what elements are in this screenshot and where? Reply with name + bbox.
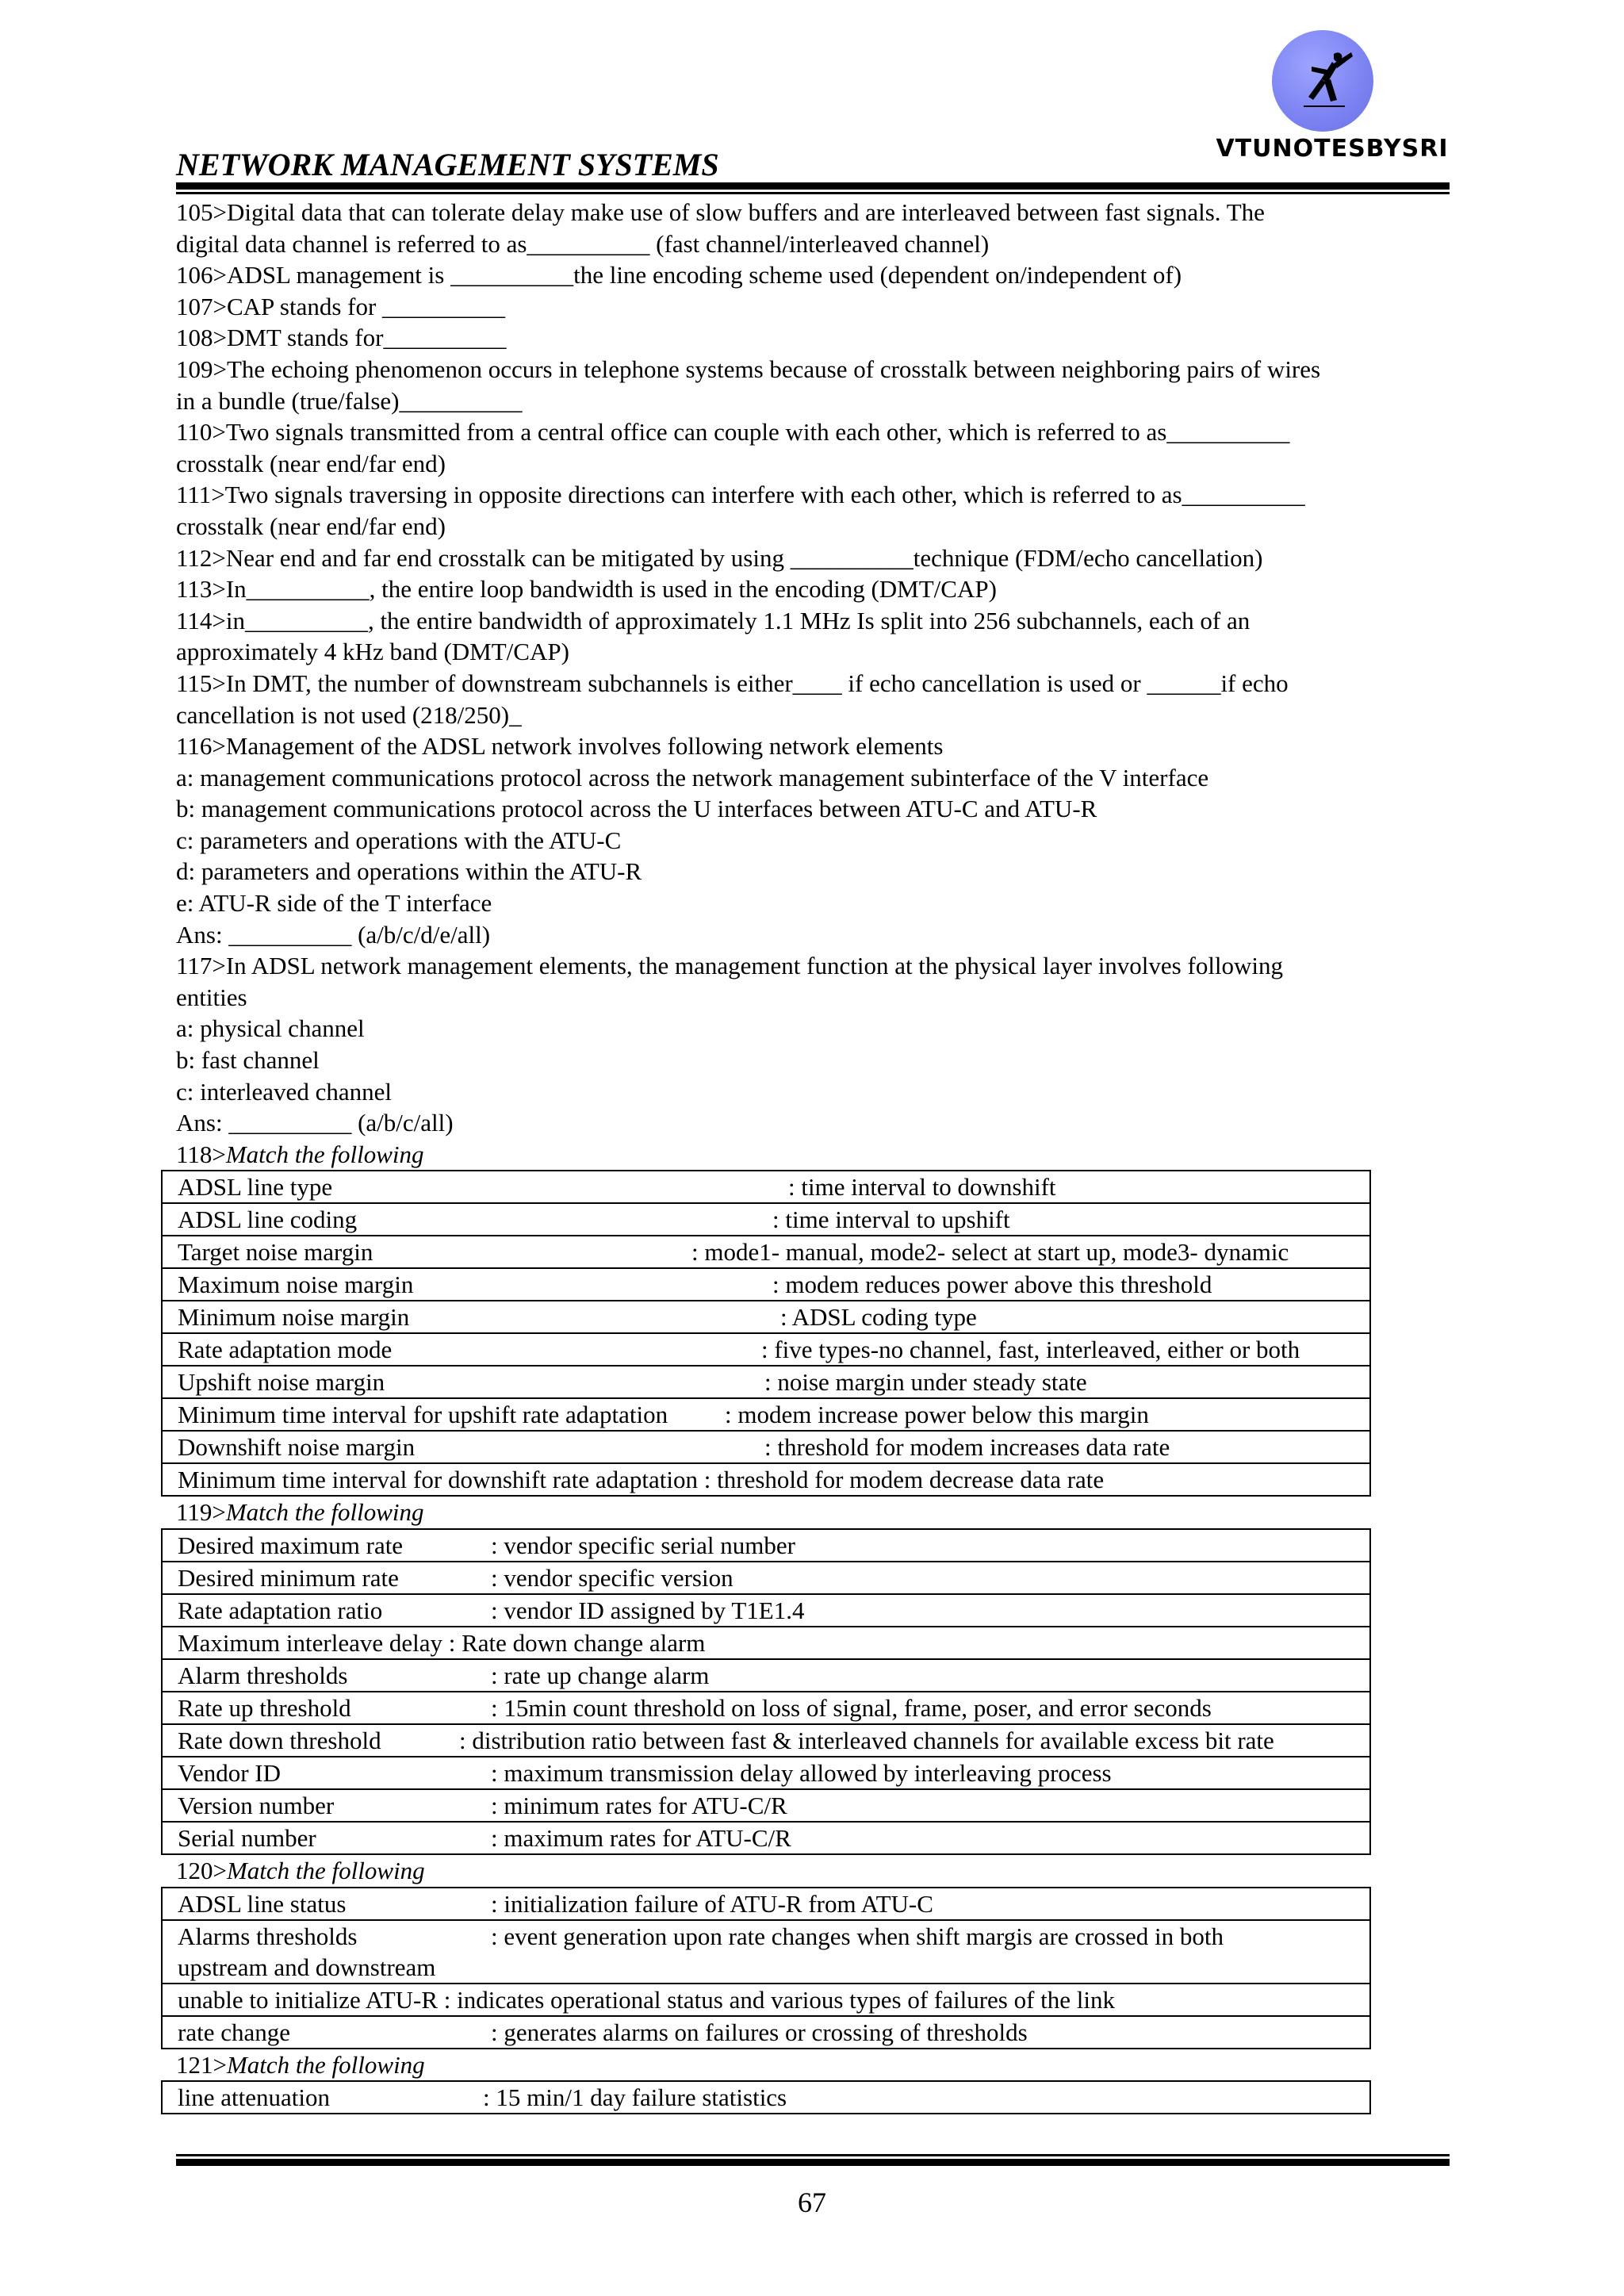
match-left: line attenuation [178,2083,330,2112]
match-cell [162,2081,1370,2114]
match-cell [162,1463,1370,1496]
match-right: : maximum transmission delay allowed by interleaving process [491,1759,1112,1787]
match-left: Alarm thresholds [178,1662,348,1689]
match-table-118 [161,1170,1371,1497]
match-right: : ADSL coding type [780,1303,977,1332]
question-heading: 118>Match the following [176,1140,424,1168]
match-cell [162,1333,1370,1366]
question-heading: 119>Match the following [176,1498,424,1527]
table-row [162,1757,1370,1789]
table-row [162,1920,1370,1984]
match-left: Desired maximum rate [178,1531,404,1559]
text-line: Ans: __________ (a/b/c/all) [176,1109,454,1137]
brand-name: VTUNOTESBYSRI [1216,135,1449,163]
match-left: Upshift noise margin [178,1368,385,1397]
questions-text [176,197,1461,1139]
text-line: d: parameters and operations within the ATU-R [176,857,642,886]
match-left: Rate adaptation mode [178,1336,393,1364]
match-right: : maximum rates for ATU-C/R [491,1824,791,1852]
table-row [162,2016,1370,2049]
text-line: crosstalk (near end/far end) [176,449,446,477]
table-row [162,1171,1370,1203]
logo-icon [1272,30,1373,132]
match-left: Maximum interleave delay [178,1629,442,1657]
match-right: : vendor specific serial number [491,1531,795,1559]
table-row [162,1724,1370,1757]
match-cell [162,1920,1370,1984]
match-right: : vendor specific version [491,1564,733,1592]
match-cell [162,1757,1370,1789]
text-line: 114>in__________, the entire bandwidth of approximately 1.1 MHz Is split into 256 subchannels, each of an [176,606,1251,634]
match-table-120 [161,1887,1371,2049]
match-left: Target noise margin [178,1238,373,1267]
match-left: Minimum time interval for upshift rate adaptation [178,1401,668,1429]
text-line: 110>Two signals transmitted from a central office can couple with each other, which is referred to as__________ [176,418,1290,447]
match-left: Vendor ID [178,1759,281,1787]
table-row [162,2081,1370,2114]
table-row [162,1366,1370,1398]
match-left: Desired minimum rate [178,1564,399,1592]
match-cell [162,1984,1370,2016]
match-left: ADSL line coding [178,1205,358,1234]
match-right: : threshold for modem decrease data rate [703,1466,1105,1494]
match-cell [162,1171,1370,1203]
match-right: : threshold for modem increases data rate [764,1433,1170,1462]
text-line: crosstalk (near end/far end) [176,512,446,540]
table-row [162,1627,1370,1659]
match-left: Rate up threshold [178,1694,351,1722]
table-row [162,1268,1370,1301]
table-row [162,1398,1370,1431]
text-line: Ans: __________ (a/b/c/d/e/all) [176,920,491,949]
table-row [162,1984,1370,2016]
match-left: Downshift noise margin [178,1433,416,1462]
text-line: e: ATU-R side of the T interface [176,889,492,918]
match-left: ADSL line status [178,1889,347,1918]
match-cell [162,1268,1370,1301]
match-cell [162,1659,1370,1692]
match-left: Alarms thresholds [178,1922,358,1950]
match-left: Minimum time interval for downshift rate adaptation [178,1466,699,1494]
question-heading: 121>Match the following [176,2050,425,2079]
header-rule [176,182,1450,190]
table-row [162,1888,1370,1920]
match-right: : five types-no channel, fast, interleaved, either or both [761,1336,1300,1364]
text-line: 112>Near end and far end crosstalk can be mitigated by using __________technique (FDM/echo cancellation) [176,543,1263,572]
table-row [162,1692,1370,1724]
table-row [162,1594,1370,1627]
match-left: Rate down threshold [178,1727,381,1754]
match-cell [162,1627,1370,1659]
match-right: : minimum rates for ATU-C/R [491,1792,787,1819]
text-line: 116>Management of the ADSL network involves following network elements [176,732,944,761]
match-cell [162,1822,1370,1854]
match-right: : 15min count threshold on loss of signal, frame, poser, and error seconds [491,1694,1212,1722]
text-line: 111>Two signals traversing in opposite directions can interfere with each other, which is referred to as__________ [176,481,1305,509]
match-left: Minimum noise margin [178,1303,410,1332]
text-line: 109>The echoing phenomenon occurs in telephone systems because of crosstalk between neighboring pairs of wires [176,355,1321,383]
match-right: : rate up change alarm [491,1662,710,1689]
match-cell [162,1301,1370,1333]
match-left: unable to initialize ATU-R [178,1985,439,2014]
text-line: a: physical channel [176,1014,365,1043]
match-cell [162,1366,1370,1398]
question-heading: 120>Match the following [176,1857,425,1884]
match-cell [162,1724,1370,1757]
match-right: : mode1- manual, mode2- select at start up, mode3- dynamic [691,1238,1289,1267]
match-left: Version number [178,1792,335,1819]
match-right: : generates alarms on failures or crossing of thresholds [491,2018,1028,2046]
table-row [162,1529,1370,1562]
text-line: digital data channel is referred to as__________ (fast channel/interleaved channel) [176,229,990,258]
text-line: 107>CAP stands for __________ [176,292,506,320]
match-cell [162,1562,1370,1594]
table-row [162,1789,1370,1822]
match-cell [162,1888,1370,1920]
text-line: c: interleaved channel [176,1077,392,1106]
match-cell [162,1203,1370,1236]
match-right: : initialization failure of ATU-R from ATU-C [491,1889,933,1918]
text-line: 105>Digital data that can tolerate delay make use of slow buffers and are interleaved between fast signals. The [176,198,1265,226]
text-line: 108>DMT stands for__________ [176,324,507,352]
match-cell [162,1431,1370,1463]
match-left: Maximum noise margin [178,1271,414,1299]
text-line: in a bundle (true/false)__________ [176,386,523,415]
match-right: : event generation upon rate changes when shift margis are crossed in both [491,1922,1224,1950]
text-line: b: management communications protocol across the U interfaces between ATU-C and ATU-R [176,795,1097,823]
match-cell [162,1529,1370,1562]
table-row [162,1431,1370,1463]
table-row [162,1463,1370,1496]
match-cell [162,1398,1370,1431]
text-line: cancellation is not used (218/250)_ [176,700,522,729]
text-line: 106>ADSL management is __________the line encoding scheme used (dependent on/independent of) [176,261,1182,289]
match-left: Rate adaptation ratio [178,1596,383,1624]
match-table-119 [161,1528,1371,1855]
table-row [162,1822,1370,1854]
match-cell [162,1236,1370,1268]
match-cell [162,1594,1370,1627]
climber-icon [1272,30,1373,132]
document-body [176,197,1461,2114]
match-right: : modem increase power below this margin [725,1401,1149,1429]
match-right: : vendor ID assigned by T1E1.4 [491,1596,805,1624]
text-line: b: fast channel [176,1046,320,1075]
match-right: : modem reduces power above this threshold [772,1271,1212,1299]
header-rule-thin [176,192,1450,194]
page-title: NETWORK MANAGEMENT SYSTEMS [176,147,719,182]
text-line: a: management communications protocol across the network management subinterface of the V interface [176,763,1209,792]
text-line: 113>In__________, the entire loop bandwidth is used in the encoding (DMT/CAP) [176,575,997,604]
table-row [162,1203,1370,1236]
text-line: 117>In ADSL network management elements, the management function at the physical layer involves following [176,952,1284,980]
table-row [162,1333,1370,1366]
footer-rule [176,2159,1450,2166]
match-right-continued: upstream and downstream [178,1953,436,1981]
table-row [162,1301,1370,1333]
match-right: : Rate down change alarm [448,1629,706,1657]
match-cell [162,1789,1370,1822]
match-cell [162,1692,1370,1724]
match-left: Serial number [178,1824,316,1852]
text-line: entities [176,983,247,1011]
table-row [162,1562,1370,1594]
match-right: : indicates operational status and various types of failures of the link [443,1985,1116,2014]
text-line: c: parameters and operations with the ATU-C [176,826,622,854]
table-row [162,1659,1370,1692]
match-right: : distribution ratio between fast & interleaved channels for available excess bit rate [459,1727,1274,1754]
match-right: : 15 min/1 day failure statistics [483,2083,787,2112]
match-right: : time interval to upshift [772,1205,1010,1234]
match-left: ADSL line type [178,1173,333,1202]
page-number: 67 [798,2187,826,2218]
text-line: 115>In DMT, the number of downstream subchannels is either____ if echo cancellation is used or ______if echo [176,669,1289,697]
match-right: : noise margin under steady state [764,1368,1087,1397]
match-right: : time interval to downshift [788,1173,1056,1202]
match-left: rate change [178,2018,290,2046]
text-line: approximately 4 kHz band (DMT/CAP) [176,638,569,666]
footer-rule-thin [176,2154,1450,2156]
table-row [162,1236,1370,1268]
match-cell [162,2016,1370,2049]
match-table-121 [161,2080,1371,2114]
